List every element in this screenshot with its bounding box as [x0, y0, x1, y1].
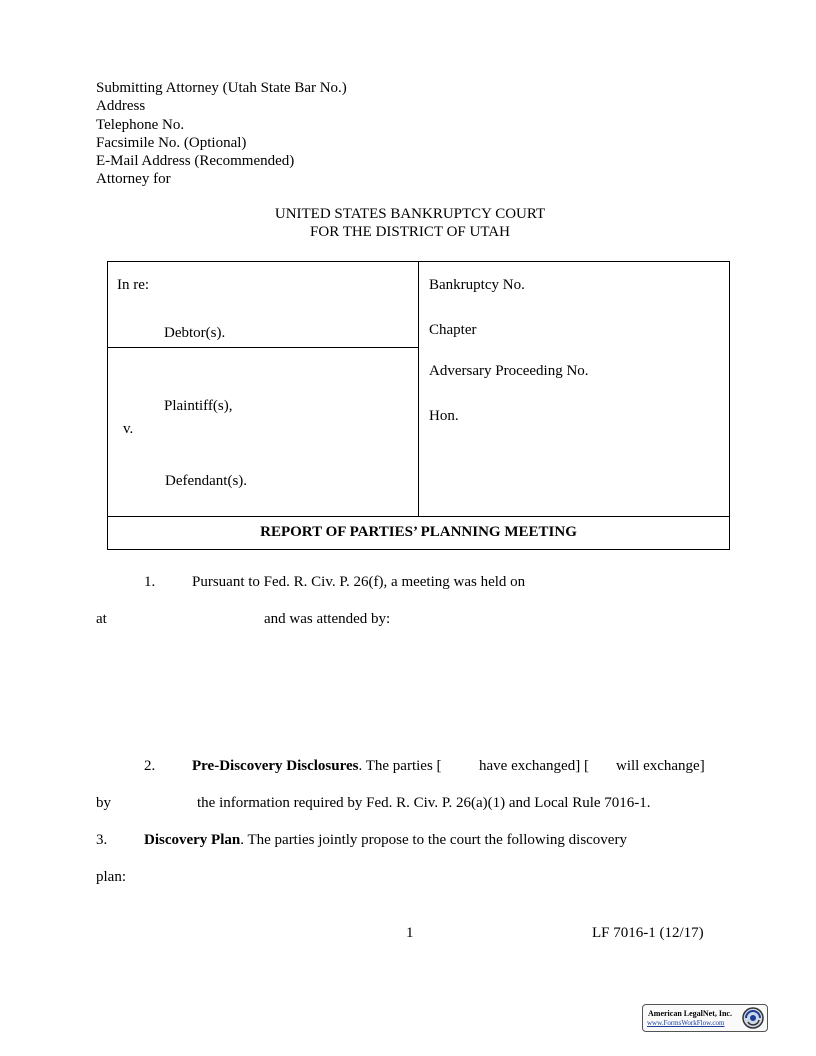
versus-label: v.	[123, 421, 134, 437]
in-re-label: In re:	[117, 277, 150, 293]
legalnet-logo[interactable]	[642, 1004, 768, 1032]
para3-text: . The parties jointly propose to the court the following discovery	[240, 832, 627, 848]
attorney-address-line: Address	[96, 98, 146, 115]
caption-divider-vertical	[418, 261, 419, 516]
chapter-label: Chapter	[429, 322, 477, 338]
para2-text-b: the information required by Fed. R. Civ. P. 26(a)(1) and Local Rule 7016-1.	[197, 795, 651, 811]
para2-line1	[192, 757, 442, 775]
para3-number: 3.	[96, 832, 108, 848]
globe-icon	[741, 1006, 765, 1030]
attorney-for-line: Attorney for	[96, 171, 171, 188]
attorney-name-line: Submitting Attorney (Utah State Bar No.)	[96, 80, 347, 96]
logo-company-name: American LegalNet, Inc.	[648, 1009, 732, 1018]
attorney-telephone-line: Telephone No.	[96, 116, 185, 133]
para1-at: at	[96, 611, 107, 627]
para3-heading: Discovery Plan	[144, 832, 241, 848]
para2-heading: Pre-Discovery Disclosures	[192, 758, 359, 774]
para2-by: by	[96, 795, 111, 811]
attorney-block	[96, 79, 347, 189]
court-name: UNITED STATES BANKRUPTCY COURT	[274, 206, 546, 222]
court-district: FOR THE DISTRICT OF UTAH	[310, 224, 510, 240]
para3-plan: plan:	[96, 869, 126, 885]
form-id: LF 7016-1 (12/17)	[592, 925, 704, 941]
para1-text: Pursuant to Fed. R. Civ. P. 26(f), a meeting was held on	[192, 574, 526, 590]
para2-option-will-exchange: will exchange]	[616, 758, 705, 774]
bankruptcy-no-label: Bankruptcy No.	[429, 277, 525, 293]
page-number: 1	[406, 925, 414, 941]
defendant-label: Defendant(s).	[165, 473, 248, 489]
para2-number: 2.	[144, 758, 156, 774]
debtor-label: Debtor(s).	[164, 325, 226, 341]
para2-option-exchanged: have exchanged] [	[479, 758, 589, 774]
adversary-no-label: Adversary Proceeding No.	[429, 363, 589, 379]
para2-text-a: . The parties [	[358, 758, 442, 774]
caption-divider-title	[107, 516, 730, 517]
attorney-email-line: E-Mail Address (Recommended)	[96, 153, 295, 170]
logo-url-link[interactable]: www.FormsWorkFlow.com	[647, 1019, 725, 1027]
para1-attended: and was attended by:	[264, 611, 391, 627]
judge-label: Hon.	[429, 408, 459, 424]
para1-number: 1.	[144, 574, 156, 590]
para3-line1	[144, 831, 627, 849]
caption-divider-left	[107, 347, 418, 348]
plaintiff-label: Plaintiff(s),	[164, 398, 233, 414]
attorney-facsimile-line: Facsimile No. (Optional)	[96, 134, 247, 151]
document-title: REPORT OF PARTIES’ PLANNING MEETING	[260, 524, 577, 540]
